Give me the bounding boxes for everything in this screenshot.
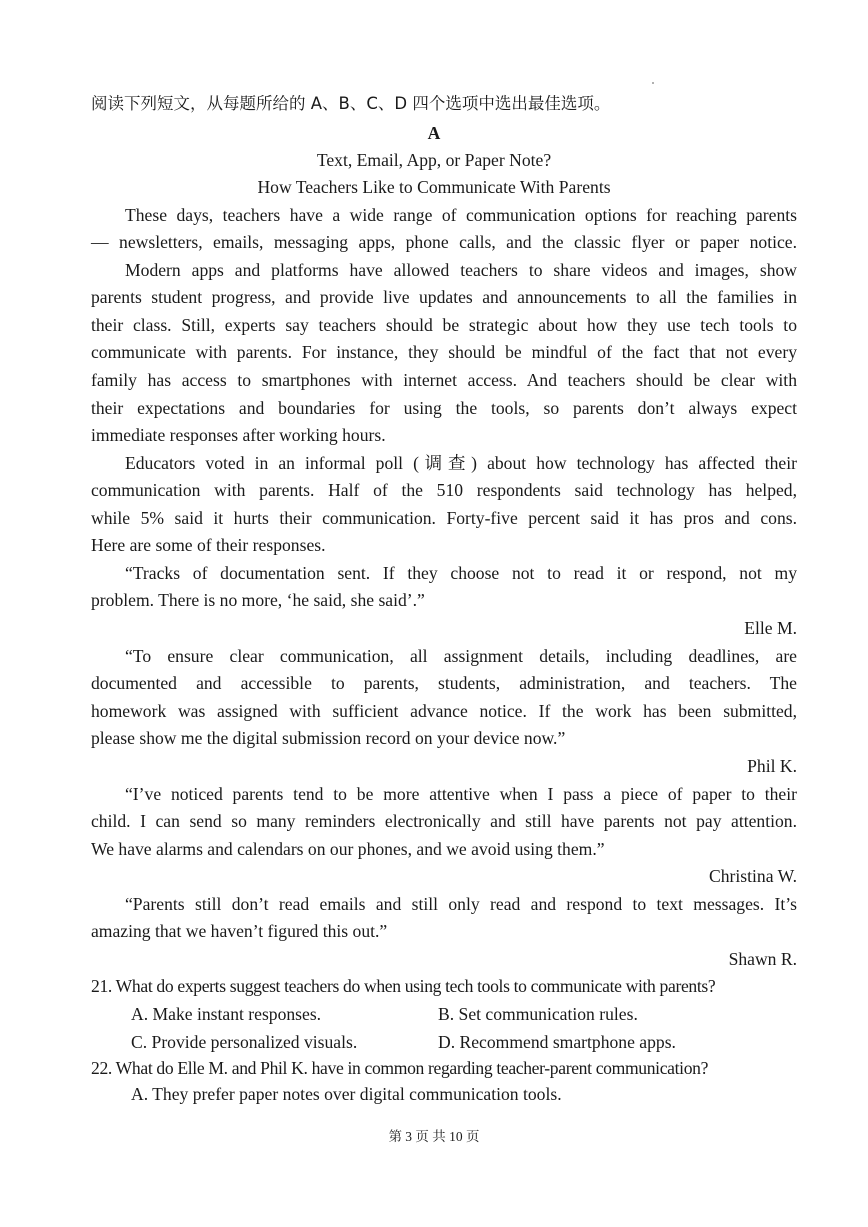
paragraph-line: — newsletters, emails, messaging apps, phone calls, and the classic flyer or paper notice. — [91, 232, 797, 252]
section-label: A — [427, 123, 441, 143]
page-footer: 第 3 页 共 10 页 — [388, 1129, 480, 1144]
quote-author: Christina W. — [709, 866, 797, 886]
paragraph-line: their expectations and boundaries for using the tools, so parents don’t always expect — [91, 398, 797, 418]
paragraph-line: These days, teachers have a wide range of communication options for reaching parents — [125, 205, 797, 225]
paragraph-line: immediate responses after working hours. — [91, 425, 386, 445]
quote-line: amazing that we haven’t figured this out.” — [91, 921, 388, 941]
paragraph-line: Here are some of their responses. — [91, 535, 326, 555]
quote-line: “I’ve noticed parents tend to be more attentive when I pass a piece of paper to their — [125, 784, 797, 804]
passage-title: Text, Email, App, or Paper Note? — [316, 150, 552, 170]
question-stem: 22. What do Elle M. and Phil K. have in common regarding teacher-parent communication? — [91, 1058, 709, 1078]
paragraph-line: communication with parents. Half of the 510 respondents said technology has helped, — [91, 480, 797, 500]
paragraph-line: communicate with parents. For instance, they should be mindful of the fact that not every — [91, 342, 797, 362]
question-option: D. Recommend smartphone apps. — [438, 1032, 676, 1052]
paragraph-line: parents student progress, and provide live updates and announcements to all the families in — [91, 287, 797, 307]
quote-line: problem. There is no more, ‘he said, she said’.” — [91, 590, 425, 610]
quote-author: Phil K. — [747, 756, 797, 776]
quote-line: “Tracks of documentation sent. If they choose not to read it or respond, not my — [125, 563, 797, 583]
scan-speck — [652, 82, 654, 84]
instruction: 阅读下列短文，从每题所给的 A、B、C、D 四个选项中选出最佳选项。 — [91, 94, 611, 113]
quote-line: child. I can send so many reminders electronically and still have parents not pay attention. — [91, 811, 797, 831]
quote-author: Elle M. — [744, 618, 797, 638]
paragraph-line: Educators voted in an informal poll (调查) about how technology has affected their — [125, 453, 797, 473]
question-option: C. Provide personalized visuals. — [131, 1032, 358, 1052]
paragraph-line: while 5% said it hurts their communication. Forty-five percent said it has pros and cons. — [91, 508, 797, 528]
quote-line: We have alarms and calendars on our phones, and we avoid using them.” — [91, 839, 605, 859]
question-option: A. Make instant responses. — [131, 1004, 322, 1024]
paragraph-line: family has access to smartphones with internet access. And teachers should be clear with — [91, 370, 797, 390]
quote-line: “To ensure clear communication, all assignment details, including deadlines, are — [125, 646, 797, 666]
question-stem: 21. What do experts suggest teachers do when using tech tools to communicate with parents? — [91, 976, 716, 996]
question-option: A. They prefer paper notes over digital communication tools. — [131, 1084, 562, 1104]
quote-line: documented and accessible to parents, students, administration, and teachers. The — [91, 673, 797, 693]
quote-author: Shawn R. — [728, 949, 797, 969]
passage-subtitle: How Teachers Like to Communicate With Parents — [257, 177, 611, 197]
quote-line: homework was assigned with sufficient advance notice. If the work has been submitted, — [91, 701, 797, 721]
quote-line: “Parents still don’t read emails and still only read and respond to text messages. It’s — [125, 894, 797, 914]
paragraph-line: Modern apps and platforms have allowed teachers to share videos and images, show — [125, 260, 797, 280]
paragraph-line: their class. Still, experts say teachers should be strategic about how they use tech tools to — [91, 315, 797, 335]
quote-line: please show me the digital submission record on your device now.” — [91, 728, 566, 748]
question-option: B. Set communication rules. — [438, 1004, 638, 1024]
